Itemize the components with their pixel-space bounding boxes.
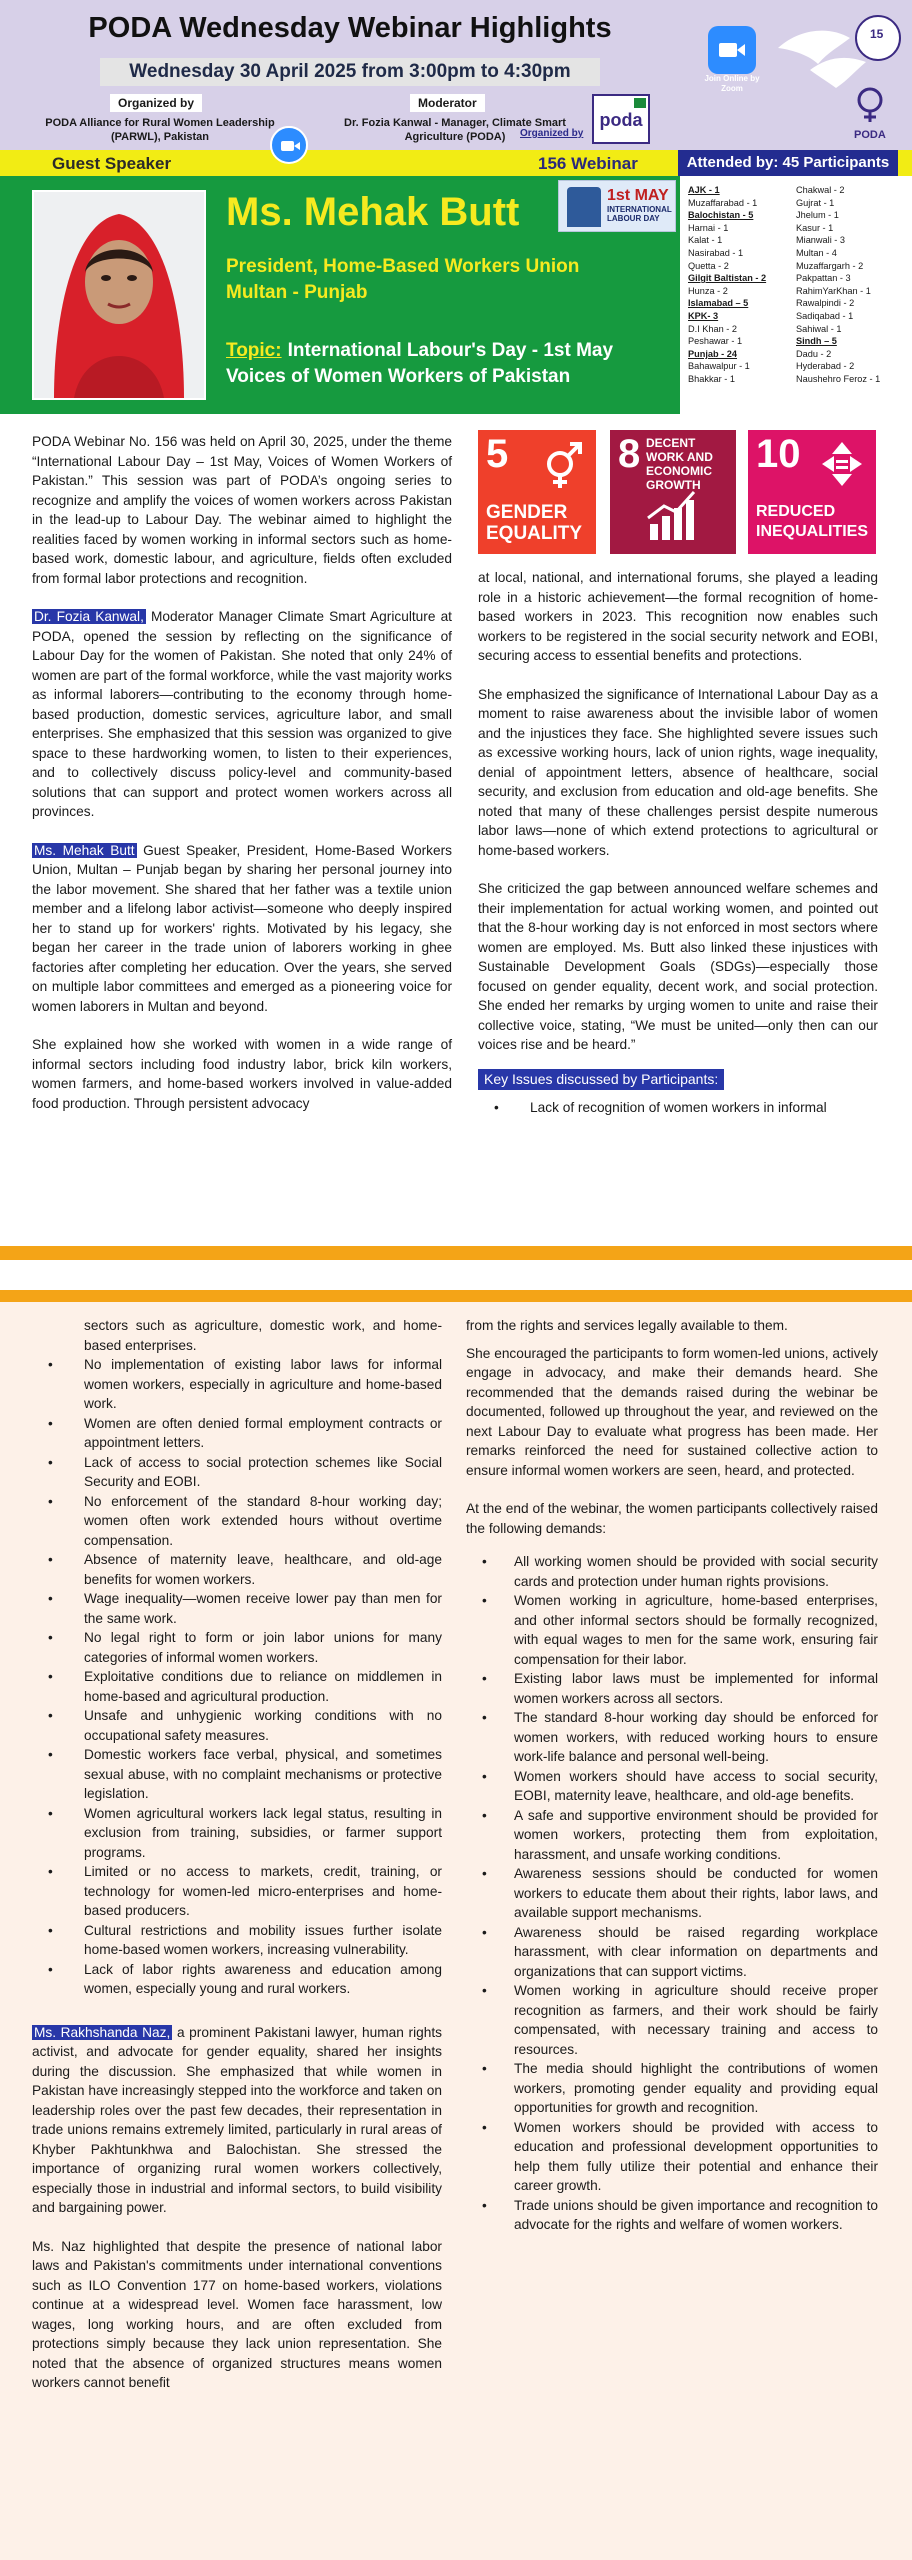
sdg-5-label: GENDER EQUALITY	[486, 502, 583, 544]
participant-region-heading: Balochistan - 5	[688, 210, 754, 221]
page1-left-column	[32, 432, 452, 1132]
participant-district: Kasur - 1	[796, 222, 834, 233]
welfare-gap-paragraph: She criticized the gap between announced welfare schemes and their implementation for actual working women, and pointed out that the 8-hour working day is not enforced in most sectors where women are employed. Ms. Butt also linked these injustices with Sustainable Development Goals (SDGs)—especially those focused on gender equality, decent work, and social protection. She ended her remarks by urging women to unite and raise their collective voice, stating, “We must be united—only then can our voices rise and be heard.”	[478, 881, 878, 1052]
page1-right-column	[478, 568, 878, 1118]
participant-district: Nasirabad - 1	[688, 247, 744, 258]
issue-item: • Women are often denied formal employment contracts or appointment letters.	[32, 1414, 442, 1453]
sdg-10-label: REDUCED INEQUALITIES	[756, 503, 869, 540]
topic-line2: Voices of Women Workers of Pakistan	[226, 366, 571, 387]
sdg-8-tile	[610, 430, 736, 554]
svg-text:15: 15	[870, 27, 884, 41]
issue-item: • Domestic workers face verbal, physical, and sometimes sexual abuse, with no complaint mechanisms or protective legislation.	[32, 1745, 442, 1804]
speaker-paragraph: Ms. Mehak Butt Guest Speaker, President, Home-Based Workers Union, Multan – Punjab began by sharing her personal journey into the labor movement. She shared that her father was a textile union member and a lifelong labor activist—someone who deeply inspired her to stand up for workers' rights. Motivated by his legacy, she began her career in the trade union of laborers working in ghee factories after completing her education. Over the years, she served on multiple labor committees and emerged as a pioneering voice for women laborers in Multan and beyond.	[32, 842, 452, 1014]
participant-district: Hunza - 2	[688, 285, 728, 296]
organized-by-label: Organized by	[110, 94, 202, 112]
key-issues-heading: Key Issues discussed by Participants:	[478, 1069, 724, 1091]
participants-column-b	[796, 184, 908, 386]
participant-district: Sadiqabad - 1	[796, 310, 854, 321]
issue-item: • No enforcement of the standard 8-hour working day; women often work extended hours without overtime compensation.	[32, 1492, 442, 1551]
moderator-label: Moderator	[410, 94, 485, 112]
intro-paragraph: PODA Webinar No. 156 was held on April 30, 2025, under the theme “International Labour Day – 1st May, Voices of Women Workers of Pakistan.” This session was part of PODA’s ongoing series to recognize and amplify the voices of women workers across Pakistan in the lead-up to Labour Day. The webinar aimed to highlight the realities faced by women working in informal sectors such as home-based work, domestic labour, and agriculture, fields often excluded from formal labor protections and recognition.	[32, 434, 452, 586]
naz-highlight: Ms. Rakhshanda Naz,	[34, 2024, 171, 2040]
attended-badge: Attended by: 45 Participants	[678, 150, 898, 176]
participant-district: Quetta - 2	[688, 260, 729, 271]
webinar-date: Wednesday 30 April 2025 from 3:00pm to 4:30pm	[100, 58, 600, 86]
issue-item: • Exploitative conditions due to reliance on middlemen in home-based and agricultural production.	[32, 1667, 442, 1706]
sdg-8-number: 8	[618, 432, 641, 476]
join-online-text[interactable]: Join Online by Zoom	[704, 74, 760, 93]
page-two-top-border	[0, 1290, 912, 1302]
participant-district: Muzaffargarh - 2	[796, 260, 864, 271]
moderator-name: Dr. Fozia Kanwal - Manager, Climate Smart Agriculture (PODA)	[344, 117, 566, 143]
page2-right-column	[466, 1316, 878, 2235]
speaker-role-line1: President, Home-Based Workers Union	[226, 256, 580, 277]
participant-district: Chakwal - 2	[796, 185, 845, 195]
rights-continuation: from the rights and services legally available to them.	[466, 1318, 788, 1333]
topic-label: Topic:	[226, 340, 282, 361]
speaker-name: Ms. Mehak Butt	[226, 190, 520, 234]
economic-growth-icon	[646, 488, 702, 542]
participant-region-heading: Sindh – 5	[796, 336, 837, 347]
participant-district: Mianwali - 3	[796, 235, 846, 246]
poda-logo	[592, 94, 650, 144]
demand-item: • A safe and supportive environment should be provided for women workers, protecting them from exploitation, harassment, and unsafe working conditions.	[466, 1806, 878, 1865]
demands-list	[466, 1552, 878, 2235]
worker-figure-icon	[567, 187, 601, 227]
naz-paragraph-2: Ms. Naz highlighted that despite the presence of national labor laws and Pakistan's commitments under international conventions such as ILO Convention 177 on home-based workers, violations continue at a widespread level. Women face harassment, low wages, long working hours, and are often excluded from protections simply because they lack union representation. She noted that the absence of organized structures means women workers cannot benefit	[32, 2238, 442, 2390]
moderator-highlight: Dr. Fozia Kanwal,	[34, 609, 144, 624]
dove-logo-text: PODA	[854, 129, 886, 141]
demand-item: • All working women should be provided with social security cards and protection under human rights provisions.	[466, 1552, 878, 1591]
participant-district: D.I Khan - 2	[688, 323, 738, 334]
sdg-10-tile	[748, 430, 876, 554]
participant-district: Muzaffarabad - 1	[688, 197, 758, 208]
page2-left-column	[32, 1316, 442, 2412]
poda-dove-logo	[770, 8, 902, 142]
participant-district: Peshawar - 1	[688, 336, 743, 347]
webinar-number: 156 Webinar	[538, 154, 638, 173]
speaker-role-line2: Multan - Punjab	[226, 282, 368, 303]
reduced-inequalities-icon	[820, 440, 864, 488]
issues-list	[32, 1355, 442, 1999]
zoom-logo-overlay-icon	[270, 126, 308, 164]
issue-item: • Lack of recognition of women workers in informal	[478, 1098, 878, 1118]
demand-item: • Awareness sessions should be conducted for women workers to educate them about their rights, labor laws, and available support mechanisms.	[466, 1864, 878, 1923]
demand-item: • Existing labor laws must be implemented for informal women workers across all sectors.	[466, 1669, 878, 1708]
issue-item: • Wage inequality—women receive lower pay than men for the same work.	[32, 1589, 442, 1628]
participant-district: Jhelum - 1	[796, 210, 839, 221]
participant-region-heading: Islamabad – 5	[688, 298, 749, 309]
labour-day-paragraph: She emphasized the significance of International Labour Day as a moment to raise awareness about the invisible labor of women and the injustices they face. She highlighted severe issues such as excessive working hours, lack of union rights, wage inequality, denial of appointment letters, absence of healthcare, social security, and exclusion from education and old-age benefits. She noted that many of these challenges persist despite numerous labor laws—none of which extend protections to agricultural or home-based workers.	[478, 686, 878, 858]
demand-item: • Women working in agriculture should receive proper recognition as farmers, and their work should be fairly compensated, with necessary training and access to resources.	[466, 1981, 878, 2059]
demand-item: • The standard 8-hour working day should be enforced for women workers, with reduced working hours to ensure work-life balance and personal well-being.	[466, 1708, 878, 1767]
gender-equality-icon	[540, 438, 584, 490]
issue-item: • Women agricultural workers lack legal status, resulting in exclusion from training, subsidies, or farmer support programs.	[32, 1804, 442, 1863]
issue-item: • Absence of maternity leave, healthcare, and old-age benefits for women workers.	[32, 1550, 442, 1589]
poster-word: MAY	[634, 187, 669, 204]
participant-district: RahimYarKhan - 1	[796, 285, 871, 296]
demands-intro: At the end of the webinar, the women participants collectively raised the following demands:	[466, 1501, 878, 1536]
page-divider	[0, 1246, 912, 1260]
zoom-join-icon[interactable]	[708, 26, 756, 74]
moderator-paragraph: Dr. Fozia Kanwal, Moderator Manager Climate Smart Agriculture at PODA, opened the session by reflecting on the significance of Labour Day for the women of Pakistan. She noted that only 24% of women are part of the formal workforce, while the vast majority works as informal laborers—contributing to the economy through home-based production, domestic services, agriculture labor, and small enterprises. She emphasized that this session was organized to give space to these hardworking women, to listen to their experiences, and to collectively discuss policy-level and community-based solutions that can support and protect women workers across all provinces.	[32, 609, 452, 819]
speaker-topic	[226, 338, 676, 390]
labour-day-poster	[558, 180, 676, 232]
speaker-photo	[32, 190, 206, 400]
issue-item: • No legal right to form or join labor unions for many categories of informal women workers.	[32, 1628, 442, 1667]
demand-item: • Trade unions should be given importance and recognition to advocate for the rights and welfare of women workers.	[466, 2196, 878, 2235]
venus-symbol-icon	[859, 89, 881, 111]
header	[0, 0, 912, 150]
speaker-paragraph-2: She explained how she worked with women in a wide range of informal sectors including food industry labor, brick kiln workers, women farmers, and home-based workers involved in value-added food production. Through persistent advocacy	[32, 1037, 452, 1111]
participant-district: Bhakkar - 1	[688, 373, 735, 384]
sdg-5-tile	[478, 430, 596, 554]
participant-region-heading: KPK- 3	[688, 310, 719, 321]
participants-list	[680, 176, 912, 414]
participants-column-a	[688, 184, 794, 386]
demand-item: • Women working in agriculture, home-based enterprises, and other informal sectors should be formally recognized, with equal wages to men for the same work, ensuring fair compensation for their labor.	[466, 1591, 878, 1669]
speaker-role	[226, 254, 646, 306]
demand-item: • The media should highlight the contributions of women workers, promoting gender equality and providing equal opportunities for growth and recognition.	[466, 2059, 878, 2118]
participant-region-heading: Punjab - 24	[688, 348, 738, 359]
poster-number: 1st	[607, 187, 631, 204]
sdg-5-number: 5	[486, 432, 509, 476]
participant-district: Naushehro Feroz - 1	[796, 373, 881, 384]
organized-by-small-label: Organized by	[520, 128, 584, 139]
sdg-10-number: 10	[756, 432, 801, 476]
participant-district: Kalat - 1	[688, 235, 723, 246]
participant-district: Gujrat - 1	[796, 197, 835, 208]
issue-item: • No implementation of existing labor laws for informal women workers, especially in agriculture and home-based work.	[32, 1355, 442, 1414]
participant-district: Pakpattan - 3	[796, 273, 851, 284]
issue-item: • Cultural restrictions and mobility issues further isolate home-based women workers, increasing vulnerability.	[32, 1921, 442, 1960]
naz-paragraph: Ms. Rakhshanda Naz, a prominent Pakistani lawyer, human rights activist, and advocate for gender equality, shared her insights during the discussion. She emphasized that while women in Pakistan have increasingly stepped into the workforce and taken on leadership roles over the past few decades, their representation in trade unions remains extremely limited, particularly in rural areas of Khyber Pakhtunkhwa and Balochistan. She stressed the importance of organizing rural women workers collectively, especially those in industrial and informal sectors, to build visibility and bargaining power.	[32, 2024, 442, 2215]
speaker-highlight: Ms. Mehak Butt	[34, 842, 135, 858]
recognition-paragraph: at local, national, and international forums, she played a leading role in a historic achievement—the formal recognition of home-based workers in 2023. This recognition now enables such workers to be registered in the social security network and EOBI, securing access to essential benefits and protections.	[478, 570, 878, 663]
demand-item: • Women workers should be provided with access to education and professional development opportunities to help them fully utilize their potential and enhance their career growth.	[466, 2118, 878, 2196]
participant-district: Multan - 4	[796, 247, 837, 258]
participant-district: Sahiwal - 1	[796, 323, 842, 334]
unions-paragraph: She encouraged the participants to form women-led unions, actively engage in advocacy, and make their demands heard. She recommended that the demands raised during the webinar be documented, followed up throughout the year, and reviewed on the next Labour Day to evaluate what progress has been made. Her remarks reinforced the need for sustained collective action to ensure informal women workers are seen, heard, and protected.	[466, 1345, 878, 1478]
issue-item: • Lack of labor rights awareness and education among women, especially young and rural workers.	[32, 1960, 442, 1999]
issue-continuation: sectors such as agriculture, domestic work, and home-based enterprises.	[84, 1318, 442, 1353]
demand-item: • Awareness should be raised regarding workplace harassment, with clear information on departments and organizations that can support victims.	[466, 1923, 878, 1982]
issue-item: • Limited or no access to markets, credit, training, or technology for women-led micro-enterprises and home-based producers.	[32, 1862, 442, 1921]
topic-line1: International Labour's Day - 1st May	[287, 340, 614, 361]
participant-region-heading: AJK - 1	[688, 185, 720, 195]
sdg-8-label: DECENT WORK AND ECONOMIC GROWTH	[646, 436, 713, 492]
participant-district: Rawalpindi - 2	[796, 298, 855, 309]
info-bar	[0, 150, 912, 176]
participant-district: Dadu - 2	[796, 348, 832, 359]
organizer-name: PODA Alliance for Rural Women Leadership (PARWL), Pakistan	[45, 117, 275, 143]
participant-district: Bahawalpur - 1	[688, 361, 750, 372]
poda-logo-text: poda	[599, 110, 643, 130]
poster-text: INTERNATIONAL LABOUR DAY	[607, 205, 672, 223]
participant-district: Hyderabad - 2	[796, 361, 855, 372]
pakistan-flag-icon	[634, 98, 646, 108]
speaker-portrait-icon	[34, 192, 204, 398]
issue-item: • Unsafe and unhygienic working conditions with no occupational safety measures.	[32, 1706, 442, 1745]
page-title: PODA Wednesday Webinar Highlights	[88, 12, 612, 44]
issue-item: • Lack of access to social protection schemes like Social Security and EOBI.	[32, 1453, 442, 1492]
demand-item: • Women workers should have access to social security, EOBI, maternity leave, healthcare, and old-age benefits.	[466, 1767, 878, 1806]
guest-speaker-label: Guest Speaker	[52, 154, 172, 173]
participant-region-heading: Gilgit Baltistan - 2	[688, 273, 767, 284]
participant-district: Harnai - 1	[688, 222, 729, 233]
